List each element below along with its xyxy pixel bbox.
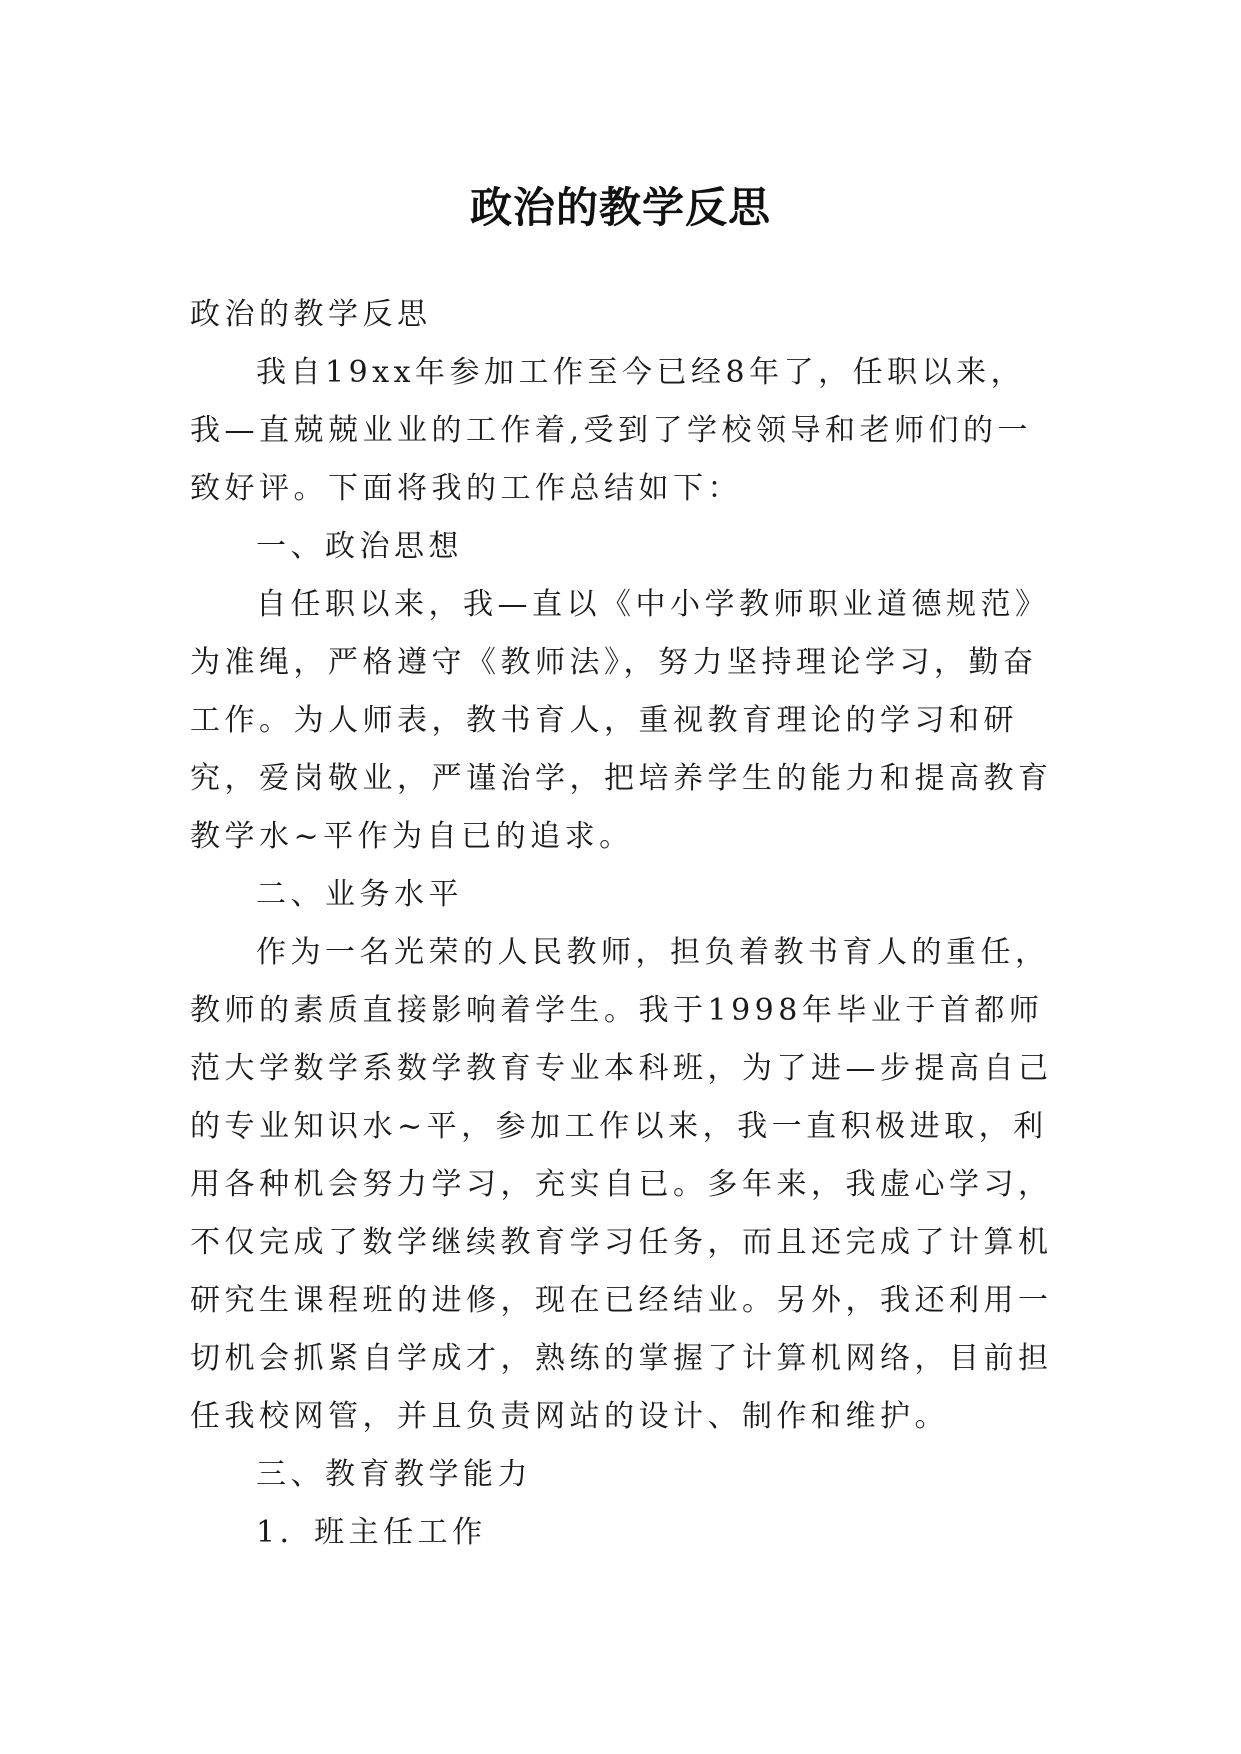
paragraph-heading-repeat: 政治的教学反思 (190, 297, 432, 332)
document-title: 政治的教学反思 (469, 183, 771, 233)
paragraph-professional-level: 作为一名光荣的人民教师，担负着教书育人的重任，教师的素质直接影响着学生。我于1998年毕业于首都师范大学数学系数学教育专业本科班，为了进—步提高自己的专业知识水~平，参加工作以来，我一直积极进取，利用各种机会努力学习，充实自已。多年来，我虚心学习，不仅完成了数学继续教育学习任务，而且还完成了计算机研究生课程班的进修，现在已经结业。另外，我还利用一切机会抓紧自学成才，熟练的掌握了计算机网络，目前担任我校网管，并且负责网站的设计、制作和维护。 (190, 935, 1053, 1434)
document-body (190, 286, 1056, 1562)
section-heading-teaching-ability: 三、教育教学能力 (256, 1457, 532, 1492)
subsection-heading-class-teacher: 1．班主任工作 (256, 1515, 487, 1550)
paragraph-political-thought: 自任职以来，我—直以《中小学教师职业道德规范》为准绳，严格遵守《教师法》，努力坚持理论学习，勤奋工作。为人师表，教书育人，重视教育理论的学习和研究，爱岗敬业，严谨治学，把培养学生的能力和提高教育教学水~平作为自已的追求。 (190, 587, 1053, 854)
paragraph-intro: 我自19xx年参加工作至今已经8年了，任职以来，我—直兢兢业业的工作着,受到了学校领导和老师们的一致好评。下面将我的工作总结如下： (190, 355, 1033, 506)
section-heading-professional-level: 二、业务水平 (256, 877, 463, 912)
section-heading-political-thought: 一、政治思想 (256, 529, 463, 564)
